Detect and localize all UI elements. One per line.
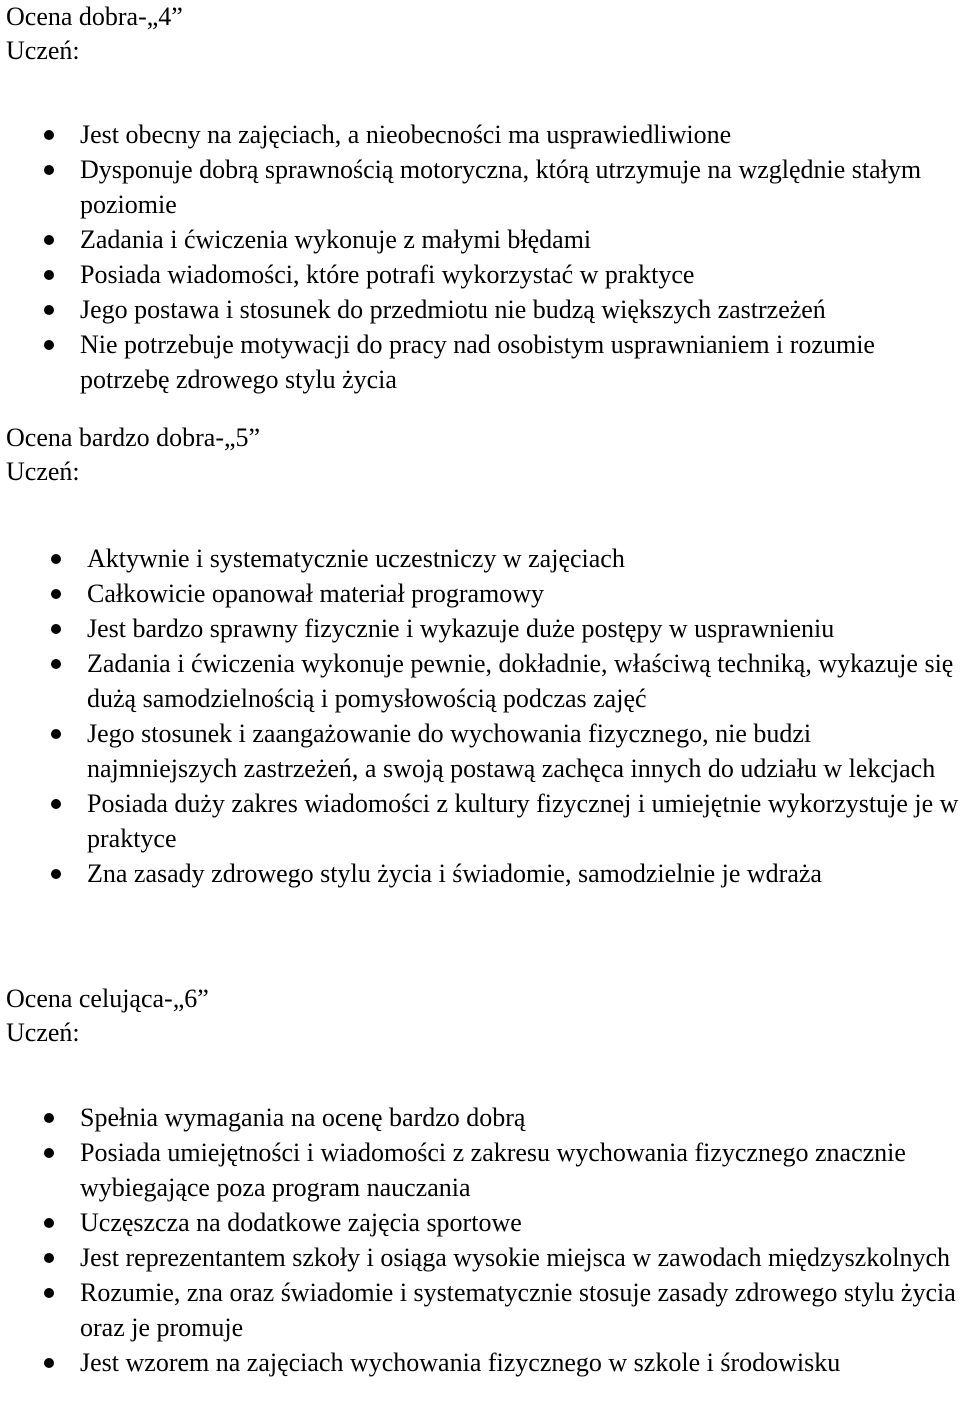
list-item bbox=[0, 327, 960, 397]
bullet-icon bbox=[44, 1148, 54, 1158]
list-item-text: Jest bardzo sprawny fizycznie i wykazuje duże postępy w usprawnieniu bbox=[87, 614, 835, 643]
section-heading: Ocena bardzo dobra-„5” bbox=[6, 423, 261, 452]
section-subheading: Uczeń: bbox=[6, 1018, 80, 1047]
list-item-text: Posiada duży zakres wiadomości z kultury fizycznej i umiejętnie wykorzystuje je w praktyce bbox=[87, 789, 959, 853]
list-item-text: Posiada umiejętności i wiadomości z zakresu wychowania fizycznego znacznie wybiegające poza program nauczania bbox=[80, 1138, 906, 1202]
list-item-text: Jest reprezentantem szkoły i osiąga wysokie miejsca w zawodach międzyszkolnych bbox=[80, 1243, 950, 1272]
list-item-text: Nie potrzebuje motywacji do pracy nad osobistym usprawnianiem i rozumie potrzebę zdrowego stylu życia bbox=[80, 330, 875, 394]
list-item-text: Dysponuje dobrą sprawnością motoryczna, którą utrzymuje na względnie stałym poziomie bbox=[80, 155, 922, 219]
bullet-icon bbox=[44, 1218, 54, 1228]
list-item bbox=[0, 856, 960, 891]
list-item bbox=[0, 541, 960, 576]
list-item bbox=[0, 576, 960, 611]
criteria-list bbox=[0, 541, 960, 891]
bullet-icon bbox=[44, 130, 54, 140]
list-item bbox=[0, 1100, 960, 1135]
list-item bbox=[0, 292, 960, 327]
list-item-text: Zna zasady zdrowego stylu życia i świadomie, samodzielnie je wdraża bbox=[87, 859, 822, 888]
criteria-list bbox=[0, 117, 960, 397]
bullet-icon bbox=[44, 1358, 54, 1368]
list-item bbox=[0, 611, 960, 646]
bullet-icon bbox=[51, 729, 61, 739]
list-item-text: Zadania i ćwiczenia wykonuje pewnie, dokładnie, właściwą techniką, wykazuje się dużą samodzielnością i pomysłowością podczas zajęć bbox=[87, 649, 954, 713]
bullet-icon bbox=[51, 799, 61, 809]
list-item bbox=[0, 716, 960, 786]
section-subheading: Uczeń: bbox=[6, 457, 80, 486]
bullet-icon bbox=[51, 624, 61, 634]
list-item-text: Zadania i ćwiczenia wykonuje z małymi błędami bbox=[80, 225, 592, 254]
list-item bbox=[0, 1135, 960, 1205]
grade-section-4 bbox=[0, 0, 960, 397]
section-subheading: Uczeń: bbox=[6, 36, 80, 65]
criteria-list bbox=[0, 1100, 960, 1380]
list-item-text: Jest obecny na zajęciach, a nieobecności ma usprawiedliwione bbox=[80, 120, 732, 149]
bullet-icon bbox=[44, 235, 54, 245]
list-item-text: Posiada wiadomości, które potrafi wykorzystać w praktyce bbox=[80, 260, 695, 289]
list-item-text: Rozumie, zna oraz świadomie i systematycznie stosuje zasady zdrowego stylu życia oraz je promuje bbox=[80, 1278, 956, 1342]
list-item bbox=[0, 1275, 960, 1345]
bullet-icon bbox=[51, 554, 61, 564]
grade-section-6 bbox=[0, 982, 960, 1380]
list-item-text: Jego postawa i stosunek do przedmiotu nie budzą większych zastrzeżeń bbox=[80, 295, 826, 324]
bullet-icon bbox=[44, 1113, 54, 1123]
list-item-text: Całkowicie opanował materiał programowy bbox=[87, 579, 545, 608]
bullet-icon bbox=[44, 1288, 54, 1298]
list-item-text: Spełnia wymagania na ocenę bardzo dobrą bbox=[80, 1103, 526, 1132]
list-item bbox=[0, 257, 960, 292]
list-item bbox=[0, 152, 960, 222]
list-item-text: Jego stosunek i zaangażowanie do wychowania fizycznego, nie budzi najmniejszych zastrzeżeń, a swoją postawą zachęca innych do udziału w lekcjach bbox=[87, 719, 936, 783]
list-item bbox=[0, 222, 960, 257]
bullet-icon bbox=[44, 340, 54, 350]
list-item-text: Jest wzorem na zajęciach wychowania fizycznego w szkole i środowisku bbox=[80, 1348, 841, 1377]
bullet-icon bbox=[44, 1253, 54, 1263]
section-heading: Ocena dobra-„4” bbox=[6, 2, 183, 31]
list-item-text: Uczęszcza na dodatkowe zajęcia sportowe bbox=[80, 1208, 522, 1237]
bullet-icon bbox=[51, 869, 61, 879]
bullet-icon bbox=[44, 165, 54, 175]
list-item-text: Aktywnie i systematycznie uczestniczy w zajęciach bbox=[87, 544, 625, 573]
bullet-icon bbox=[44, 270, 54, 280]
list-item bbox=[0, 1345, 960, 1380]
section-heading: Ocena celująca-„6” bbox=[6, 984, 209, 1013]
bullet-icon bbox=[44, 305, 54, 315]
list-item bbox=[0, 1205, 960, 1240]
list-item bbox=[0, 646, 960, 716]
bullet-icon bbox=[51, 589, 61, 599]
list-item bbox=[0, 786, 960, 856]
bullet-icon bbox=[51, 659, 61, 669]
grade-section-5 bbox=[0, 421, 960, 891]
list-item bbox=[0, 117, 960, 152]
list-item bbox=[0, 1240, 960, 1275]
